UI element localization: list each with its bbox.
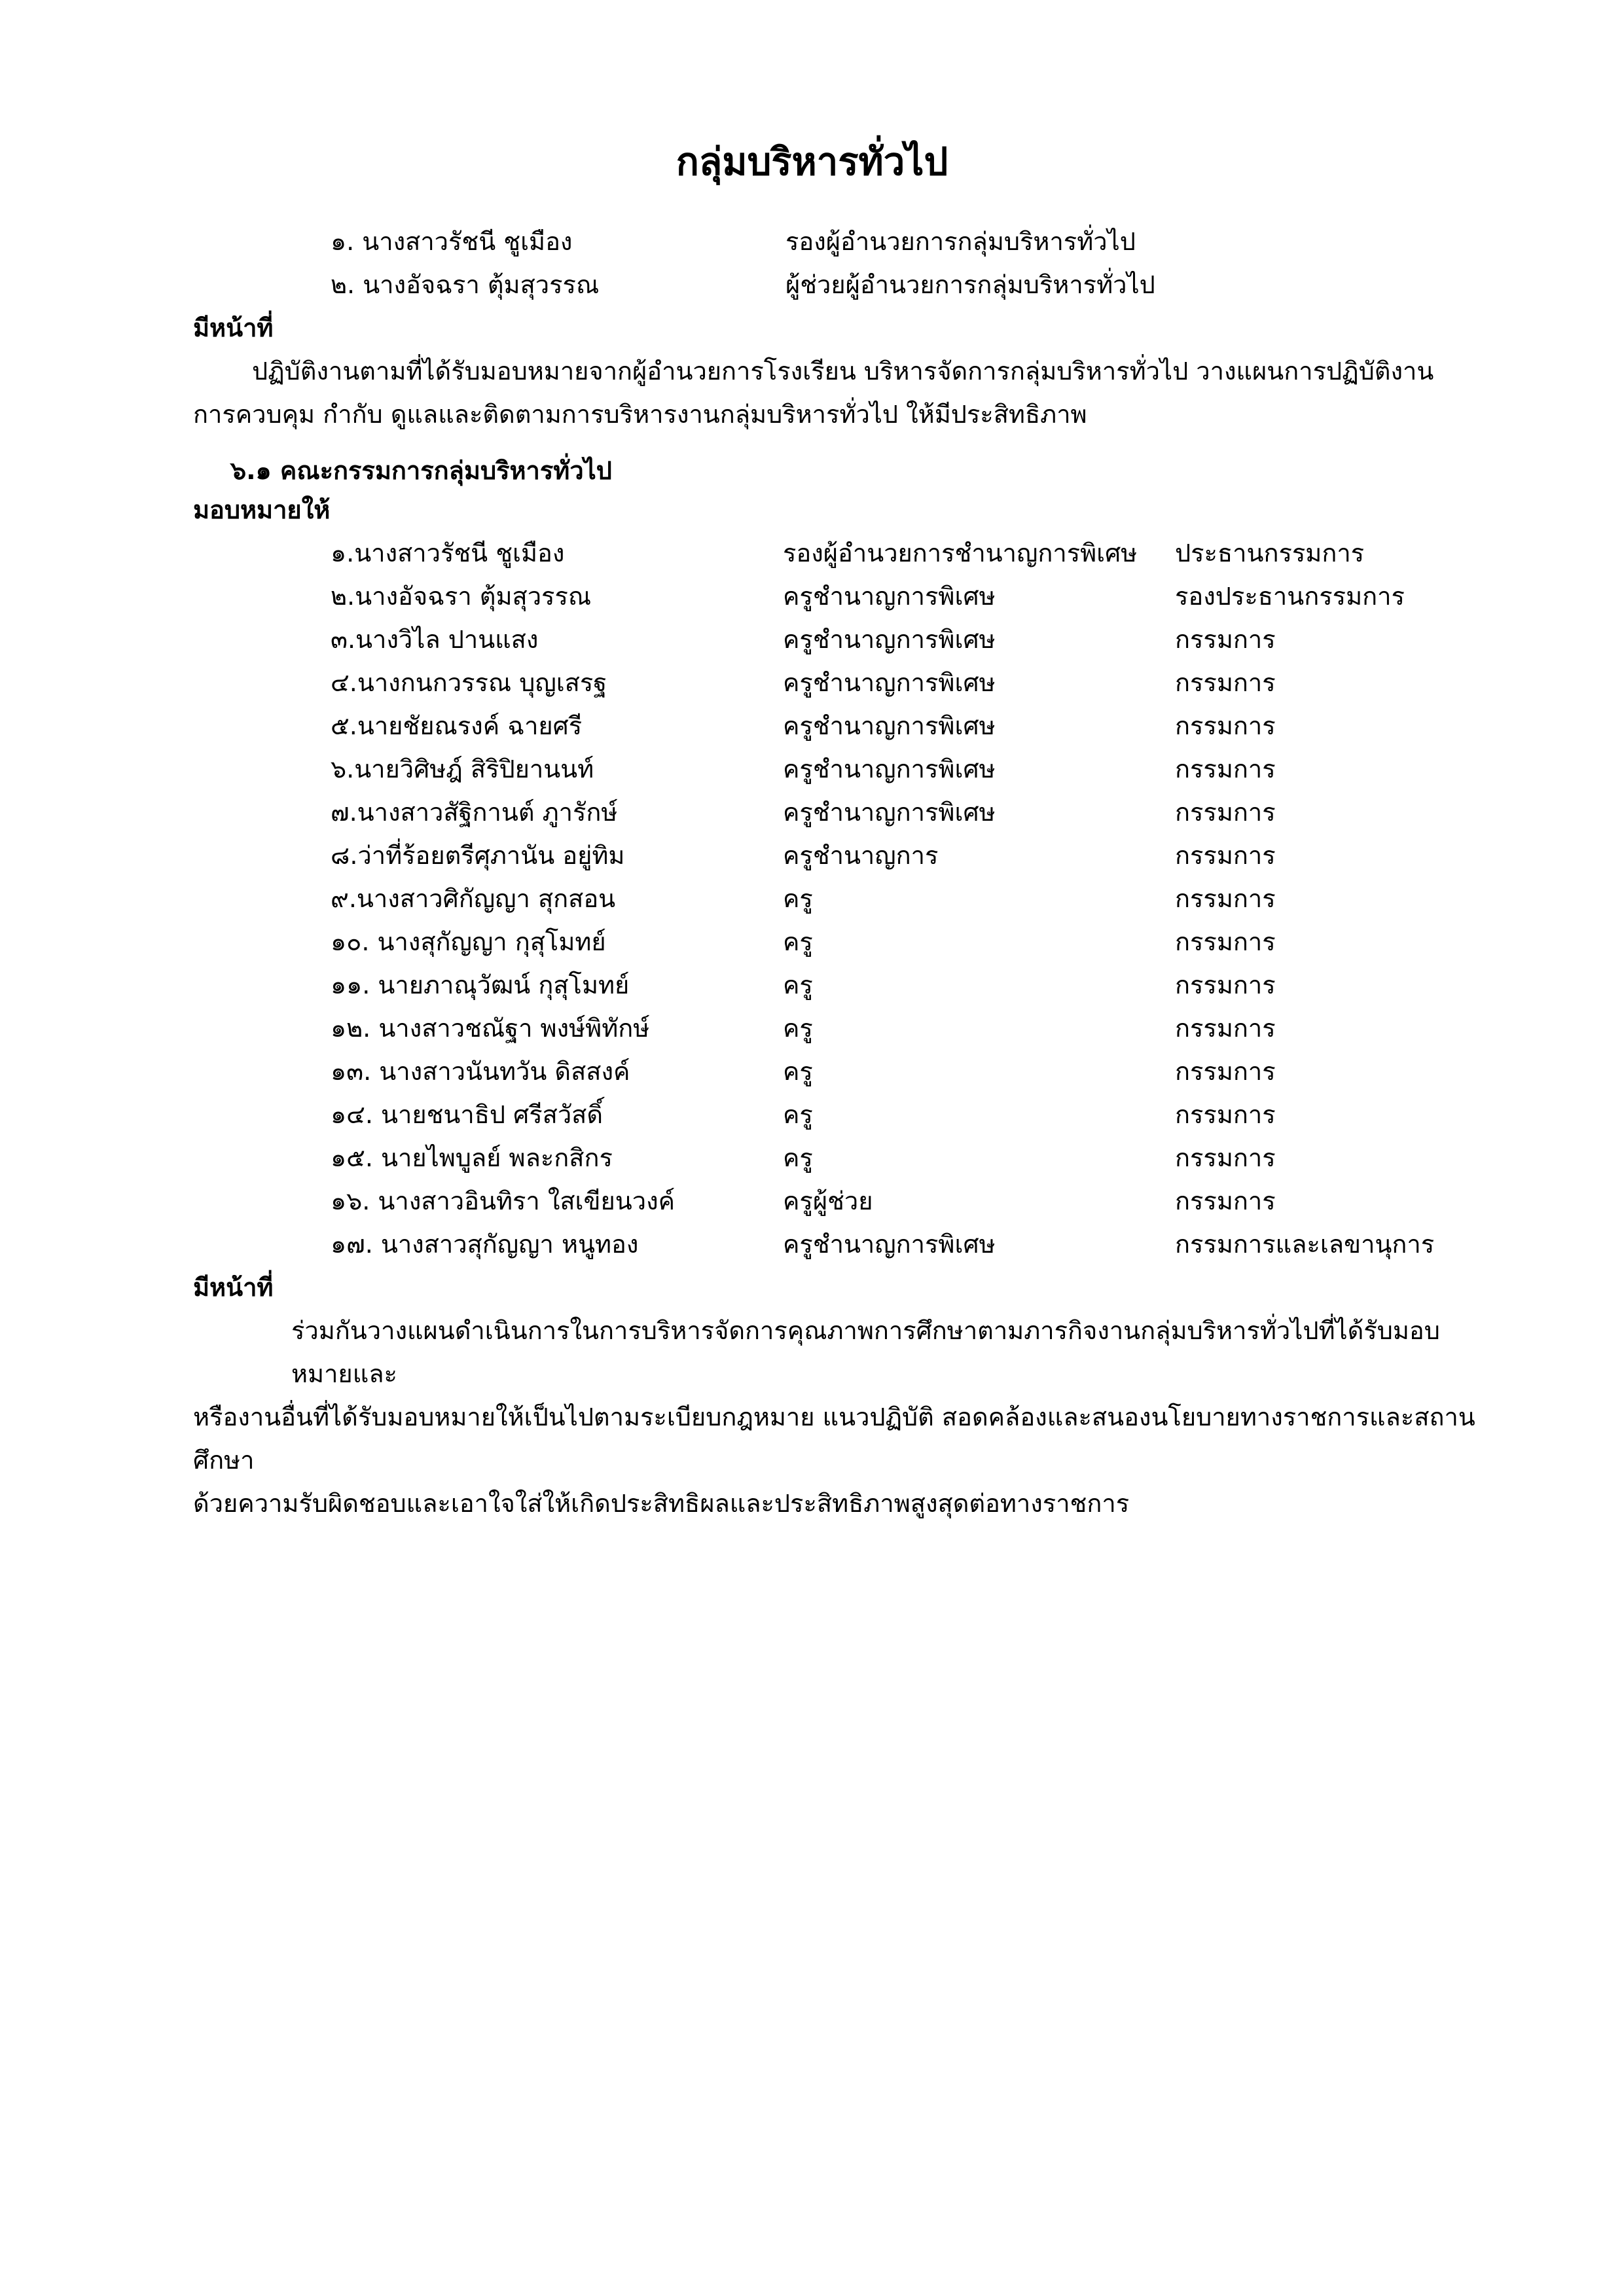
member-role: รองประธานกรรมการ [1175, 582, 1405, 611]
head-name: ๑. นางสาวรัชนี ชูเมือง [331, 227, 573, 256]
member-role: กรรมการ [1175, 884, 1276, 913]
member-role: กรรมการ [1175, 668, 1276, 697]
member-name: ๒.นางอัจฉรา ตุ้มสุวรรณ [331, 582, 592, 611]
member-position: ครูชำนาญการ [783, 841, 939, 870]
member-role: กรรมการ [1175, 1143, 1276, 1172]
member-role: กรรมการ [1175, 1057, 1276, 1086]
member-role: กรรมการ [1175, 1187, 1276, 1215]
member-name: ๘.ว่าที่ร้อยตรีศุภานัน อยู่ทิม [331, 841, 625, 870]
member-row [0, 575, 1624, 618]
member-name: ๕.นายชัยณรงค์ ฉายศรี [331, 711, 583, 740]
member-name: ๓.นางวิไล ปานแสง [331, 625, 539, 654]
duties-line: การควบคุม กำกับ ดูแลและติดตามการบริหารงานกลุ่มบริหารทั่วไป ให้มีประสิทธิภาพ [193, 400, 1087, 429]
member-row [0, 1179, 1624, 1223]
member-name: ๑๑. นายภาณุวัฒน์ กุสุโมทย์ [331, 971, 630, 999]
head-row [0, 220, 1624, 263]
member-name: ๑๕. นายไพบูลย์ พละกสิกร [331, 1143, 613, 1172]
member-role: กรรมการ [1175, 1100, 1276, 1129]
page-title: กลุ่มบริหารทั่วไป [676, 139, 948, 184]
member-row [0, 834, 1624, 877]
duties-line: หรืองานอื่นที่ได้รับมอบหมายให้เป็นไปตามระเบียบกฎหมาย แนวปฏิบัติ สอดคล้องและสนองนโยบายทางราชการและสถานศึกษา [193, 1403, 1475, 1475]
duties-line: ด้วยความรับผิดชอบและเอาใจใส่ให้เกิดประสิทธิผลและประสิทธิภาพสูงสุดต่อทางราชการ [193, 1489, 1130, 1518]
member-role: กรรมการ [1175, 755, 1276, 783]
member-role: กรรมการ [1175, 625, 1276, 654]
head-name: ๒. นางอัจฉรา ตุ้มสุวรรณ [331, 270, 600, 299]
member-role: กรรมการ [1175, 711, 1276, 740]
duties-line: ร่วมกันวางแผนดำเนินการในการบริหารจัดการคุณภาพการศึกษาตามภารกิจงานกลุ่มบริหารทั่วไปที่ได้รับมอบหมายและ [291, 1316, 1440, 1388]
member-position: ครูชำนาญการพิเศษ [783, 711, 996, 740]
member-position: ครูชำนาญการพิเศษ [783, 798, 996, 827]
member-position: ครู [783, 1143, 813, 1172]
member-row [0, 704, 1624, 747]
member-row [0, 963, 1624, 1007]
member-row [0, 661, 1624, 704]
member-position: ครูผู้ช่วย [783, 1187, 873, 1215]
member-name: ๑๒. นางสาวชณัฐา พงษ์พิทักษ์ [331, 1014, 650, 1043]
member-row [0, 1007, 1624, 1050]
member-row [0, 531, 1624, 575]
member-name: ๖.นายวิศิษฎ์ สิริปิยานนท์ [331, 755, 594, 783]
member-row [0, 877, 1624, 920]
member-name: ๗.นางสาวสัฐิกานต์ ภูารักษ์ [331, 798, 618, 827]
assigned-label: มอบหมายให้ [193, 495, 331, 524]
heads-list [0, 220, 1624, 306]
member-role: กรรมการ [1175, 798, 1276, 827]
duties-heading: มีหน้าที่ [193, 1273, 274, 1302]
member-position: ครูชำนาญการพิเศษ [783, 1230, 996, 1259]
member-name: ๔.นางกนกวรรณ บุญเสรฐ [331, 668, 607, 697]
member-position: ครู [783, 1014, 813, 1043]
head-position: รองผู้อำนวยการกลุ่มบริหารทั่วไป [785, 227, 1136, 256]
head-row [0, 263, 1624, 306]
member-position: รองผู้อำนวยการชำนาญการพิเศษ [783, 539, 1138, 567]
member-position: ครู [783, 884, 813, 913]
member-position: ครูชำนาญการพิเศษ [783, 625, 996, 654]
member-name: ๑๐. นางสุกัญญา กุสุโมทย์ [331, 927, 606, 956]
member-row [0, 791, 1624, 834]
member-row [0, 1093, 1624, 1136]
member-position: ครู [783, 927, 813, 956]
member-role: กรรมการ [1175, 1014, 1276, 1043]
member-role: กรรมการ [1175, 841, 1276, 870]
committee-table [0, 531, 1624, 1266]
member-role: กรรมการและเลขานุการ [1175, 1230, 1435, 1259]
member-position: ครูชำนาญการพิเศษ [783, 582, 996, 611]
member-name: ๑๓. นางสาวนันทวัน ดิสสงค์ [331, 1057, 630, 1086]
member-position: ครู [783, 971, 813, 999]
member-position: ครูชำนาญการพิเศษ [783, 755, 996, 783]
member-name: ๙.นางสาวศิกัญญา สุกสอน [331, 884, 616, 913]
duties-line: ปฏิบัติงานตามที่ได้รับมอบหมายจากผู้อำนวยการโรงเรียน บริหารจัดการกลุ่มบริหารทั่วไป วางแผนการปฏิบัติงาน [252, 357, 1434, 386]
member-row [0, 747, 1624, 791]
member-name: ๑๖. นางสาวอินทิรา ใสเขียนวงค์ [331, 1187, 676, 1215]
duties-heading: มีหน้าที่ [193, 314, 274, 342]
member-name: ๑๔. นายชนาธิป ศรีสวัสดิ์ [331, 1100, 604, 1129]
member-name: ๑๗. นางสาวสุกัญญา หนูทอง [331, 1230, 639, 1259]
member-role: กรรมการ [1175, 971, 1276, 999]
duties-paragraph [193, 1309, 1476, 1525]
member-row [0, 1050, 1624, 1093]
member-row [0, 920, 1624, 963]
duties-paragraph [193, 350, 1476, 436]
section-heading: ๖.๑ คณะกรรมการกลุ่มบริหารทั่วไป [230, 456, 612, 485]
member-row [0, 1136, 1624, 1179]
head-position: ผู้ช่วยผู้อำนวยการกลุ่มบริหารทั่วไป [785, 270, 1155, 299]
member-name: ๑.นางสาวรัชนี ชูเมือง [331, 539, 565, 567]
member-row [0, 618, 1624, 661]
member-row [0, 1223, 1624, 1266]
member-position: ครู [783, 1100, 813, 1129]
member-position: ครู [783, 1057, 813, 1086]
member-role: ประธานกรรมการ [1175, 539, 1365, 567]
member-position: ครูชำนาญการพิเศษ [783, 668, 996, 697]
member-role: กรรมการ [1175, 927, 1276, 956]
